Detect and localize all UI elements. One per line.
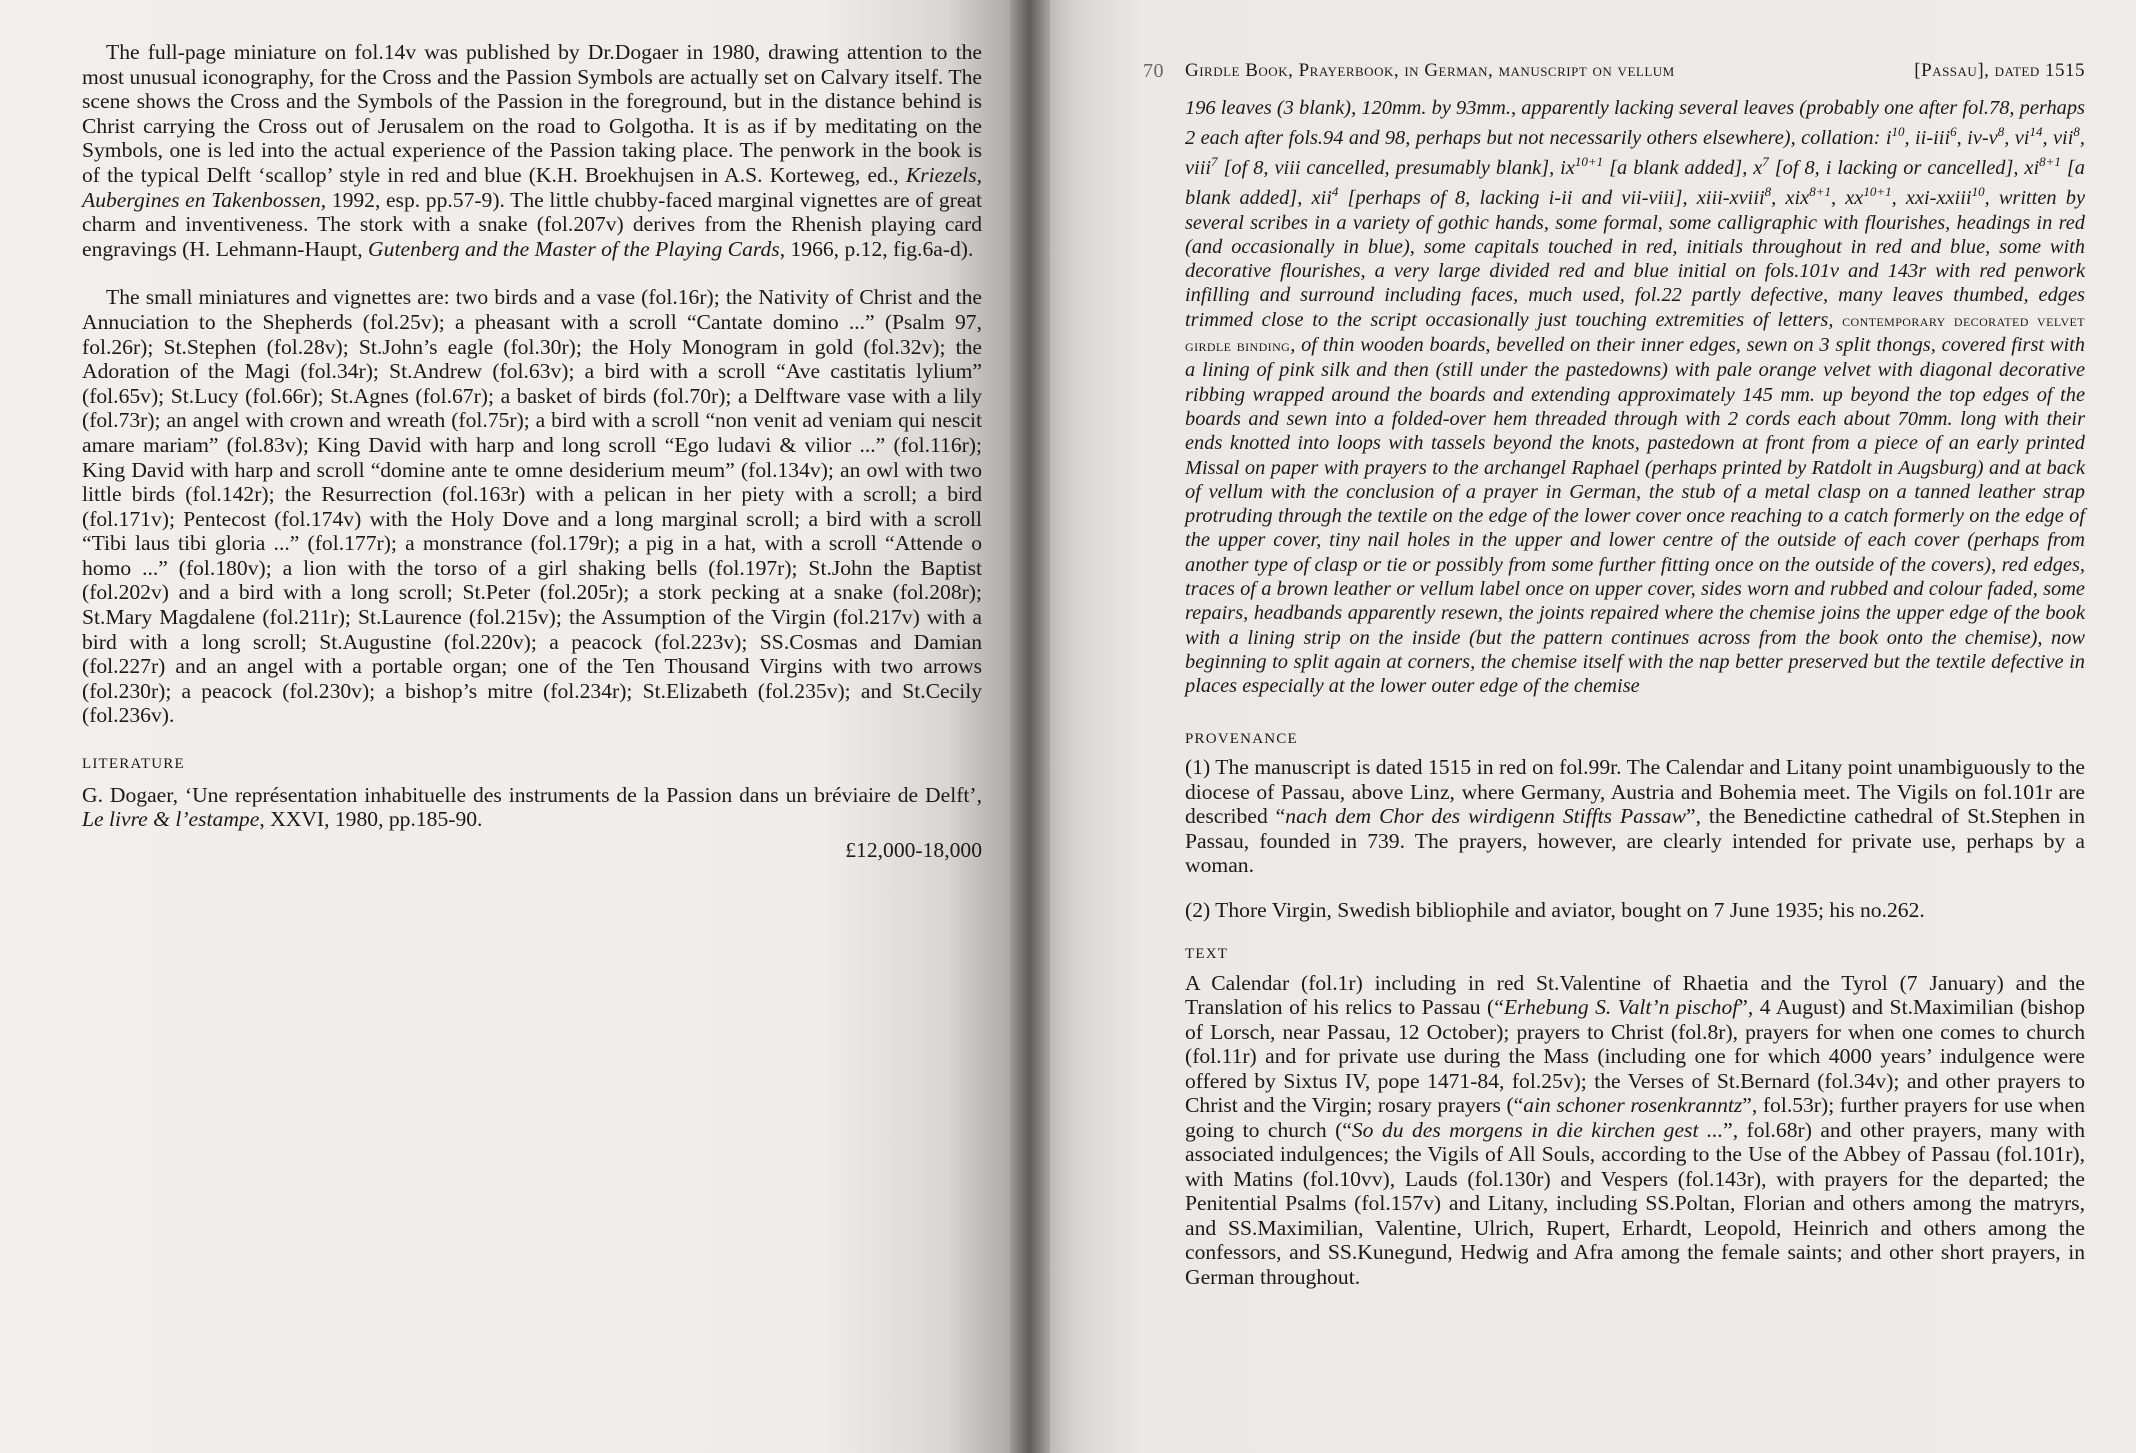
literature-heading: LITERATURE (82, 756, 185, 773)
literature-entry: G. Dogaer, ‘Une représentation inhabituelle des instruments de la Passion dans un bréviaire de Delft’, Le livre & l’estampe, XXVI, 1980, pp.185-90. (82, 782, 982, 832)
text-contents: A Calendar (fol.1r) including in red St.Valentine of Rhaetia and the Tyrol (7 January) and the Translation of his relics to Passau (“Erhebung S. Valt’n pischof”, 4 August) and St.Maximilian (bishop of Lorsch, near Passau, 12 October); prayers to Christ (fol.8r), prayers for when one comes to church (fol.11r) and for private use during the Mass (including one for which 4000 years’ indulgence were offered by Sixtus IV, pope 1471-84, fol.25v); the Verses of St.Bernard (fol.34v); and other prayers to Christ and the Virgin; rosary prayers (“ain schoner rosenkranntz”, fol.53r); further prayers for use when going to church (“So du des morgens in die kirchen gest ...”, fol.68r) and other prayers, many with associated indulgences; the Vigils of All Souls, according to the Use of the Abbey of Passau (fol.101r), with Matins (fol.10vv), Lauds (fol.130r) and Vespers (fol.143r), with prayers for the departed; the Penitential Psalms (fol.157v) and Litany, including SS.Poltan, Florian and others among the matryrs, and SS.Maximilian, Valentine, Ulrich, Rupert, Erhardt, Leopold, Heinrich and others among the confessors, and SS.Kunegund, Hedwig and Afra among the female saints; and other short prayers, in German throughout. (1185, 970, 2085, 1289)
miniatures-list-paragraph: The small miniatures and vignettes are: two birds and a vase (fol.16r); the Nativity of Christ and the Annuciation to the Shepherds (fol.25v); a pheasant with a scroll “Cantate domino ...” (Psalm 97, fol.26r); St.Stephen (fol.28v); St.John’s eagle (fol.30r); the Holy Monogram in gold (fol.32v); the Adoration of the Magi (fol.34r); St.Andrew (fol.63v); a bird with a scroll “Ave castitatis lylium” (fol.65v); St.Lucy (fol.66r); St.Agnes (fol.67r); a basket of birds (fol.70r); a Delftware vase with a lily (fol.73r); an angel with crown and wreath (fol.75r); a bird with a scroll “non venit ad veniam qui nescit amare mariam” (fol.83v); King David with harp and long scroll “Ego ludavi & vilior ...” (fol.116r); King David with harp and scroll “domine ante te omne desiderium meum” (fol.134v); an owl with two little birds (fol.142r); the Resurrection (fol.163r) with a pelican in her piety with a scroll; a bird (fol.171v); Pentecost (fol.174v) with the Holy Dove and a long marginal scroll; a bird with a scroll “Tibi laus tibi gloria ...” (fol.177r); a monstrance (fol.179r); a pig in a hat, with a scroll “Attende o homo ...” (fol.180v); a lion with the torso of a girl shaking bells (fol.197r); St.John the Baptist (fol.202v) and a bird with a long scroll; St.Peter (fol.205r); a stork pecking at a snake (fol.208r); St.Mary Magdalene (fol.211r); St.Laurence (fol.215v); the Assumption of the Virgin (fol.217v) with a bird with a long scroll; St.Augustine (fol.220v); a peacock (fol.223v); SS.Cosmas and Damian (fol.227r) and an angel with a portable organ; one of the Ten Thousand Virgins with two arrows (fol.230r); a peacock (fol.230v); a bishop’s mitre (fol.234r); St.Elizabeth (fol.235v); and St.Cecily (fol.236v). (82, 285, 982, 728)
running-title: Girdle Book, Prayerbook, in German, manuscript on vellum (1185, 60, 1675, 81)
provenance-entry-2: (2) Thore Virgin, Swedish bibliophile and aviator, bought on 7 June 1935; his no.262. (1185, 897, 1925, 922)
description-paragraph: The full-page miniature on fol.14v was published by Dr.Dogaer in 1980, drawing attention to the most unusual iconography, for the Cross and the Passion Symbols are actually set on Calvary itself. The scene shows the Cross and the Symbols of the Passion in the foreground, but in the distance behind is Christ carrying the Cross out of Jerusalem on the road to Golgotha. It is as if by meditating on the Symbols, one is led into the actual experience of the Passion taking place. The penwork in the book is of the typical Delft ‘scallop’ style in red and blue (K.H. Broekhujsen in A.S. Korteweg, ed., Kriezels, Aubergines en Takenbossen, 1992, esp. pp.57-9). The little chubby-faced marginal vignettes are of great charm and inventiveness. The stork with a snake (fol.207v) derives from the Rhenish playing card engravings (H. Lehmann-Haupt, Gutenberg and the Master of the Playing Cards, 1966, p.12, fig.6a-d). (82, 40, 982, 261)
book-gutter (1010, 0, 1050, 1453)
collation-description: 196 leaves (3 blank), 120mm. by 93mm., apparently lacking several leaves (probably one after fol.78, perhaps 2 each after fols.94 and 98, perhaps but not necessarily others elsewhere), collation: $i^{10}$, ii-iii$^6$, $iv-v^8$, $vi^{14}$, vii$^8$, viii$^7$ [of 8, viii cancelled, presumably blank], $ix^{10+1}$ [a blank added], $x^7$ [of 8, i lacking or cancelled], $xi^{8+1}$ [a blank added], xii$^4$ [perhaps of 8, lacking i-ii and vii-viii], xiii-xviii$^8$, xix$^{8+1}$, $xx^{10+1}$, xxi-xxiii$^{10}$, written by several scribes in a variety of gothic hands, some formal, some calligraphic with flourishes, headings in red (and occasionally in blue), some capitals touched in red, initials throughout in red and blue, some with decorative flourishes, a very large divided red and blue initial on fols.101v and 143r with red penwork infilling and surround including faces, much used, fol.22 partly defective, many leaves thumbed, edges trimmed close to the script occasionally just touching extremities of letters, contemporary decorated velvet girdle binding, of thin wooden boards, bevelled on their inner edges, sewn on 3 split thongs, covered first with a lining of pink silk and then (still under the pastedowns) with pale orange velvet with diagonal decorative ribbing wrapped around the boards and extending approximately 145 mm. up beyond the top edges of the boards and sewn into a folded-over hem threaded through with 2 cords each about 70mm. long with their ends knotted into loops with tassels beyond the knots, pastedown at front from a piece of an early printed Missal on paper with prayers to the archangel Raphael (perhaps printed by Ratdolt in Augsburg) and at back of vellum with the conclusion of a prayer in German, the stub of a metal clasp on a tanned leather strap protruding through the textile on the edge of the lower cover once reaching to a catch formerly on the edge of the upper cover, tiny nail holes in the upper and lower centre of the outside of each cover (perhaps from another type of clasp or tie or possibly from some further fitting once on the outside of the covers), red edges, traces of a brown leather or vellum label once on upper cover, sides worn and rubbed and colour faded, some repairs, headbands apparently resewn, the joints repaired where the chemise joins the upper edge of the book with a lining strip on the inside (but the pattern continues across from the book onto the chemise), now beginning to split again at corners, the chemise itself with the nap better preserved but the textile defective in places especially at the lower outer edge of the chemise (1185, 97, 2086, 698)
text-heading: TEXT (1185, 946, 1229, 963)
price-estimate: £12,000-18,000 (845, 837, 982, 862)
right-body (1185, 727, 2085, 1290)
right-column (1143, 60, 2086, 1309)
running-date: [Passau], dated 1515 (1914, 60, 2085, 81)
provenance-heading: PROVENANCE (1185, 730, 1298, 747)
running-head (1143, 60, 2085, 82)
page-number: 70 (1143, 60, 1164, 82)
left-page (0, 0, 1030, 1453)
left-column (82, 40, 982, 862)
provenance-entry-1: (1) The manuscript is dated 1515 in red on fol.99r. The Calendar and Litany point unambiguously to the diocese of Passau, above Linz, where Germany, Austria and Bohemia meet. The Vigils on fol.101r are described “nach dem Chor des wirdigenn Stiffts Passaw”, the Benedictine cathedral of St.Stephen in Passau, founded in 739. The prayers, however, are clearly intended for private use, perhaps by a woman. (1185, 755, 2085, 878)
